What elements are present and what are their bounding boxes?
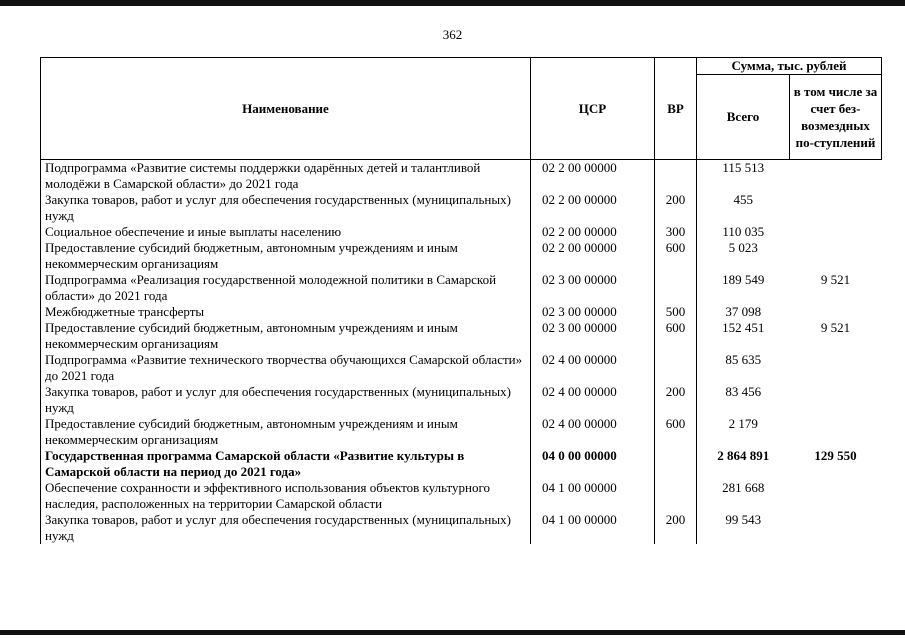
row-csr: 02 4 00 00000: [531, 384, 655, 416]
header-name: Наименование: [41, 58, 531, 160]
table-body: [41, 160, 882, 545]
row-csr: 02 3 00 00000: [531, 304, 655, 320]
header-total: Всего: [697, 75, 790, 160]
row-incl: [790, 224, 882, 240]
row-incl: [790, 512, 882, 544]
row-total: 189 549: [722, 272, 765, 287]
row-csr: 02 2 00 00000: [531, 224, 655, 240]
table-row: [41, 352, 882, 384]
top-border: [0, 0, 905, 6]
row-incl: 9 521: [820, 272, 851, 287]
row-total: 281 668: [722, 480, 765, 495]
table-row: [41, 304, 882, 320]
row-name: Государственная программа Самарской области «Развитие культуры в Самарской области на период до 2021 года»: [41, 448, 531, 480]
row-vr: [655, 160, 697, 193]
row-total: 110 035: [722, 224, 765, 239]
row-total: 85 635: [725, 352, 762, 367]
budget-table: [40, 57, 882, 544]
row-csr: 04 1 00 00000: [531, 480, 655, 512]
row-total: 152 451: [722, 320, 765, 335]
row-csr: 02 4 00 00000: [531, 416, 655, 448]
row-csr: 02 2 00 00000: [531, 160, 655, 193]
row-name: Предоставление субсидий бюджетным, автономным учреждениям и иным некоммерческим организациям: [41, 240, 531, 272]
row-vr: [655, 352, 697, 384]
row-vr: 600: [655, 416, 697, 448]
row-name: Закупка товаров, работ и услуг для обеспечения государственных (муниципальных) нужд: [41, 384, 531, 416]
row-vr: 500: [655, 304, 697, 320]
row-name: Подпрограмма «Развитие системы поддержки одарённых детей и талантливой молодёжи в Самарской области» до 2021 года: [41, 160, 531, 193]
header-sum: Сумма, тыс. рублей: [697, 58, 882, 75]
row-csr: 02 3 00 00000: [531, 272, 655, 304]
row-total: 83 456: [725, 384, 762, 399]
row-vr: 600: [655, 240, 697, 272]
row-name: Предоставление субсидий бюджетным, автономным учреждениям и иным некоммерческим организациям: [41, 320, 531, 352]
row-vr: 200: [655, 384, 697, 416]
row-vr: [655, 272, 697, 304]
table-row: [41, 272, 882, 304]
row-name: Межбюджетные трансферты: [41, 304, 531, 320]
row-total: 455: [733, 192, 753, 207]
row-incl: [790, 416, 882, 448]
row-name: Социальное обеспечение и иные выплаты населению: [41, 224, 531, 240]
table-header: [41, 58, 882, 160]
row-incl: 9 521: [820, 320, 851, 335]
row-vr: 300: [655, 224, 697, 240]
row-csr: 04 0 00 00000: [531, 448, 655, 480]
row-vr: 200: [655, 512, 697, 544]
row-incl: [790, 384, 882, 416]
table-row: [41, 240, 882, 272]
row-total: 99 543: [725, 512, 762, 527]
table-row: [41, 448, 882, 480]
row-csr: 02 2 00 00000: [531, 240, 655, 272]
row-name: Закупка товаров, работ и услуг для обеспечения государственных (муниципальных) нужд: [41, 512, 531, 544]
row-incl: [790, 352, 882, 384]
table-row: [41, 480, 882, 512]
row-csr: 02 2 00 00000: [531, 192, 655, 224]
row-total: 115 513: [722, 160, 765, 175]
table-row: [41, 384, 882, 416]
table-row: [41, 416, 882, 448]
row-vr: [655, 480, 697, 512]
header-vr: ВР: [655, 58, 697, 160]
table-row: [41, 512, 882, 544]
row-total: 37 098: [725, 304, 762, 319]
header-csr: ЦСР: [531, 58, 655, 160]
row-name: Закупка товаров, работ и услуг для обеспечения государственных (муниципальных) нужд: [41, 192, 531, 224]
row-incl: [790, 480, 882, 512]
row-csr: 02 4 00 00000: [531, 352, 655, 384]
row-incl: [790, 160, 882, 193]
row-vr: 600: [655, 320, 697, 352]
row-incl: 129 550: [814, 448, 857, 463]
row-total: 5 023: [728, 240, 758, 255]
table-row: [41, 224, 882, 240]
row-vr: 200: [655, 192, 697, 224]
row-csr: 02 3 00 00000: [531, 320, 655, 352]
row-name: Подпрограмма «Развитие технического творчества обучающихся Самарской области» до 2021 года: [41, 352, 531, 384]
table-row: [41, 192, 882, 224]
row-csr: 04 1 00 00000: [531, 512, 655, 544]
row-incl: [790, 304, 882, 320]
table-row: [41, 160, 882, 193]
row-name: Обеспечение сохранности и эффективного использования объектов культурного наследия, расположенных на территории Самарской области: [41, 480, 531, 512]
row-incl: [790, 192, 882, 224]
row-total: 2 179: [728, 416, 758, 431]
row-incl: [790, 240, 882, 272]
row-vr: [655, 448, 697, 480]
bottom-border: [0, 630, 905, 635]
page-number: 362: [442, 27, 463, 42]
row-total: 2 864 891: [717, 448, 770, 463]
row-name: Подпрограмма «Реализация государственной молодежной политики в Самарской области» до 2021 года: [41, 272, 531, 304]
header-incl: в том числе за счет без-возмездных по-ступлений: [790, 75, 882, 160]
row-name: Предоставление субсидий бюджетным, автономным учреждениям и иным некоммерческим организациям: [41, 416, 531, 448]
table-row: [41, 320, 882, 352]
